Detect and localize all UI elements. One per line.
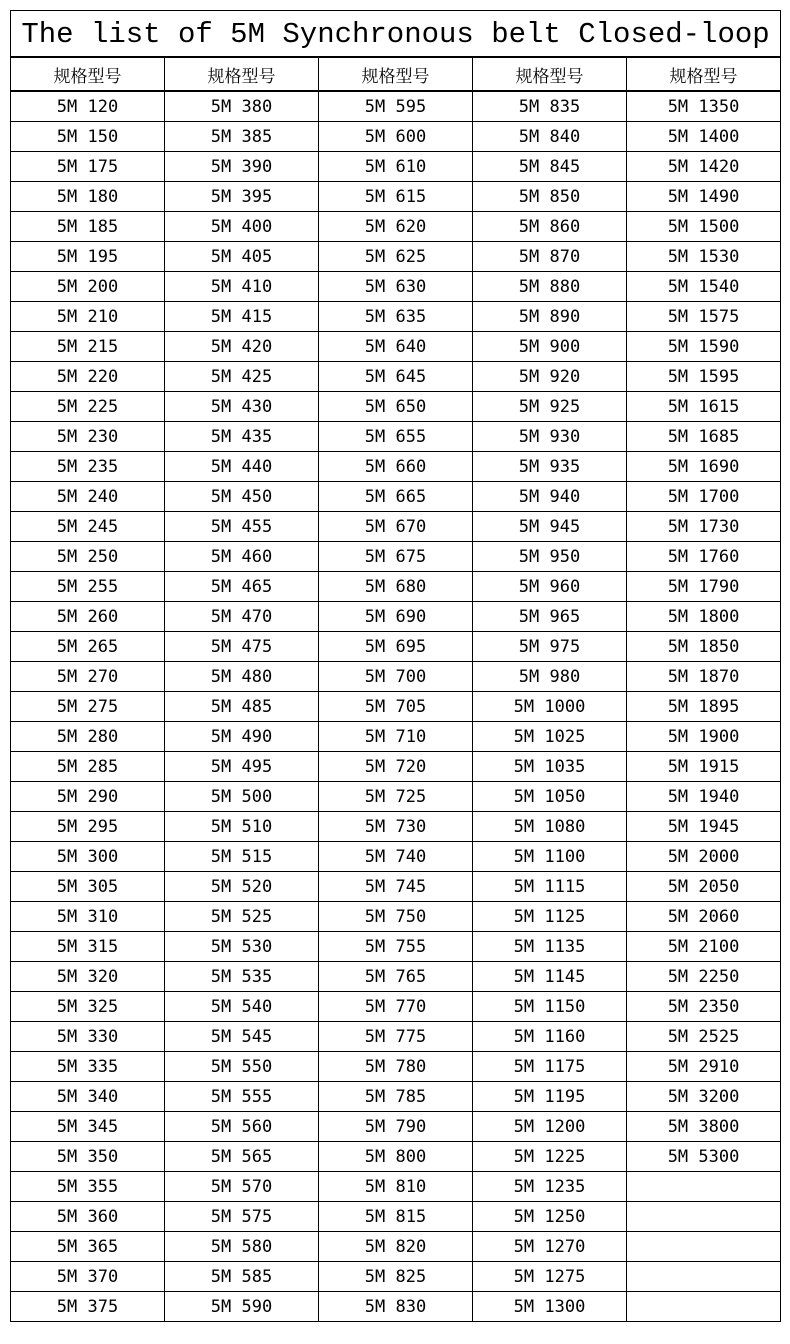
table-row [11,722,781,752]
table-cell: 5M 695 [319,632,473,662]
table-cell: 5M 1420 [627,152,781,182]
table-row [11,332,781,362]
table-cell: 5M 405 [165,242,319,272]
table-cell: 5M 225 [11,392,165,422]
table-cell: 5M 740 [319,842,473,872]
table-cell: 5M 1690 [627,452,781,482]
table-row [11,242,781,272]
table-cell: 5M 295 [11,812,165,842]
table-cell: 5M 425 [165,362,319,392]
table-cell: 5M 825 [319,1262,473,1292]
table-row [11,1082,781,1112]
table-cell: 5M 375 [11,1292,165,1322]
column-header: 规格型号 [627,57,781,91]
table-cell: 5M 525 [165,902,319,932]
table-cell: 5M 850 [473,182,627,212]
table-cell: 5M 690 [319,602,473,632]
table-cell: 5M 1730 [627,512,781,542]
table-cell: 5M 960 [473,572,627,602]
table-cell: 5M 215 [11,332,165,362]
table-cell: 5M 1350 [627,91,781,122]
table-cell: 5M 870 [473,242,627,272]
table-cell: 5M 630 [319,272,473,302]
table-cell: 5M 750 [319,902,473,932]
table-cell: 5M 745 [319,872,473,902]
table-cell: 5M 470 [165,602,319,632]
table-row [11,91,781,122]
column-header: 规格型号 [319,57,473,91]
table-cell: 5M 235 [11,452,165,482]
table-cell: 5M 3800 [627,1112,781,1142]
table-row [11,422,781,452]
table-cell: 5M 185 [11,212,165,242]
table-cell: 5M 290 [11,782,165,812]
table-cell: 5M 820 [319,1232,473,1262]
table-body [11,91,781,1322]
table-cell: 5M 670 [319,512,473,542]
table-cell: 5M 265 [11,632,165,662]
table-row [11,392,781,422]
table-row [11,542,781,572]
table-cell [627,1292,781,1322]
table-cell: 5M 1145 [473,962,627,992]
table-row [11,122,781,152]
table-cell: 5M 510 [165,812,319,842]
belt-list-sheet [10,10,780,1322]
table-cell: 5M 1945 [627,812,781,842]
table-cell: 5M 280 [11,722,165,752]
table-cell: 5M 1490 [627,182,781,212]
table-cell: 5M 635 [319,302,473,332]
table-cell: 5M 860 [473,212,627,242]
table-cell: 5M 680 [319,572,473,602]
belt-size-table [10,10,781,1322]
table-row [11,1022,781,1052]
table-cell: 5M 400 [165,212,319,242]
table-cell: 5M 655 [319,422,473,452]
table-cell [627,1202,781,1232]
table-cell: 5M 1125 [473,902,627,932]
table-cell: 5M 460 [165,542,319,572]
table-cell: 5M 370 [11,1262,165,1292]
table-cell: 5M 210 [11,302,165,332]
table-cell: 5M 600 [319,122,473,152]
table-row [11,962,781,992]
table-cell: 5M 325 [11,992,165,1022]
table-cell: 5M 940 [473,482,627,512]
table-cell: 5M 730 [319,812,473,842]
column-header: 规格型号 [165,57,319,91]
table-cell: 5M 195 [11,242,165,272]
table-cell: 5M 595 [319,91,473,122]
table-cell: 5M 350 [11,1142,165,1172]
table-cell: 5M 250 [11,542,165,572]
table-cell: 5M 1195 [473,1082,627,1112]
table-row [11,1172,781,1202]
table-cell: 5M 315 [11,932,165,962]
table-row [11,692,781,722]
table-row [11,872,781,902]
table-cell: 5M 815 [319,1202,473,1232]
table-cell: 5M 590 [165,1292,319,1322]
table-row [11,572,781,602]
table-row [11,782,781,812]
table-cell: 5M 570 [165,1172,319,1202]
table-row [11,752,781,782]
table-cell: 5M 615 [319,182,473,212]
table-cell: 5M 920 [473,362,627,392]
table-cell: 5M 275 [11,692,165,722]
table-cell: 5M 880 [473,272,627,302]
title-row [11,11,781,58]
table-cell: 5M 675 [319,542,473,572]
table-cell: 5M 545 [165,1022,319,1052]
table-cell: 5M 830 [319,1292,473,1322]
table-cell: 5M 930 [473,422,627,452]
table-cell: 5M 390 [165,152,319,182]
table-cell: 5M 365 [11,1232,165,1262]
table-cell: 5M 240 [11,482,165,512]
table-cell [627,1262,781,1292]
table-cell: 5M 5300 [627,1142,781,1172]
table-cell: 5M 1500 [627,212,781,242]
table-cell: 5M 2000 [627,842,781,872]
table-row [11,1292,781,1322]
table-cell: 5M 1225 [473,1142,627,1172]
table-cell: 5M 535 [165,962,319,992]
table-cell: 5M 2525 [627,1022,781,1052]
table-cell: 5M 360 [11,1202,165,1232]
table-cell: 5M 1160 [473,1022,627,1052]
table-cell: 5M 1900 [627,722,781,752]
table-cell: 5M 385 [165,122,319,152]
table-cell: 5M 1615 [627,392,781,422]
table-cell: 5M 950 [473,542,627,572]
table-cell: 5M 755 [319,932,473,962]
table-cell: 5M 565 [165,1142,319,1172]
table-cell: 5M 1000 [473,692,627,722]
table-cell: 5M 1115 [473,872,627,902]
table-cell: 5M 355 [11,1172,165,1202]
table-cell: 5M 230 [11,422,165,452]
table-cell: 5M 1530 [627,242,781,272]
table-cell: 5M 435 [165,422,319,452]
table-cell: 5M 380 [165,91,319,122]
table-cell: 5M 720 [319,752,473,782]
table-cell: 5M 260 [11,602,165,632]
table-row [11,182,781,212]
table-cell: 5M 585 [165,1262,319,1292]
table-cell: 5M 790 [319,1112,473,1142]
table-cell [627,1172,781,1202]
table-cell: 5M 725 [319,782,473,812]
table-cell: 5M 120 [11,91,165,122]
table-cell: 5M 1025 [473,722,627,752]
table-cell: 5M 1870 [627,662,781,692]
table-cell: 5M 1035 [473,752,627,782]
table-cell: 5M 1080 [473,812,627,842]
table-cell: 5M 665 [319,482,473,512]
table-cell: 5M 580 [165,1232,319,1262]
table-cell: 5M 1250 [473,1202,627,1232]
table-row [11,452,781,482]
table-cell: 5M 340 [11,1082,165,1112]
table-cell: 5M 1850 [627,632,781,662]
table-row [11,302,781,332]
table-cell: 5M 1175 [473,1052,627,1082]
table-cell: 5M 1150 [473,992,627,1022]
table-cell: 5M 2100 [627,932,781,962]
table-cell: 5M 785 [319,1082,473,1112]
table-cell: 5M 705 [319,692,473,722]
table-title-text: The list of 5M Synchronous belt Closed-loop [21,18,770,51]
table-cell: 5M 550 [165,1052,319,1082]
table-row [11,632,781,662]
header-row [11,57,781,91]
table-cell: 5M 1940 [627,782,781,812]
table-cell: 5M 610 [319,152,473,182]
table-row [11,212,781,242]
table-cell: 5M 835 [473,91,627,122]
table-cell: 5M 475 [165,632,319,662]
table-cell: 5M 645 [319,362,473,392]
table-cell: 5M 220 [11,362,165,392]
table-cell: 5M 270 [11,662,165,692]
table-cell: 5M 150 [11,122,165,152]
table-cell: 5M 1590 [627,332,781,362]
table-cell: 5M 345 [11,1112,165,1142]
table-row [11,272,781,302]
table-cell: 5M 975 [473,632,627,662]
table-cell: 5M 890 [473,302,627,332]
table-cell: 5M 1300 [473,1292,627,1322]
table-cell: 5M 1100 [473,842,627,872]
table-cell: 5M 2910 [627,1052,781,1082]
column-header: 规格型号 [473,57,627,91]
table-cell: 5M 200 [11,272,165,302]
table-cell: 5M 1760 [627,542,781,572]
table-cell: 5M 980 [473,662,627,692]
table-cell: 5M 775 [319,1022,473,1052]
table-cell: 5M 1540 [627,272,781,302]
table-cell: 5M 840 [473,122,627,152]
table-cell: 5M 330 [11,1022,165,1052]
table-cell: 5M 285 [11,752,165,782]
table-cell: 5M 420 [165,332,319,362]
table-cell: 5M 500 [165,782,319,812]
table-cell: 5M 650 [319,392,473,422]
table-cell: 5M 495 [165,752,319,782]
table-cell: 5M 180 [11,182,165,212]
table-cell: 5M 1275 [473,1262,627,1292]
table-cell: 5M 925 [473,392,627,422]
table-cell: 5M 530 [165,932,319,962]
table-row [11,1232,781,1262]
table-cell: 5M 945 [473,512,627,542]
table-cell: 5M 450 [165,482,319,512]
table-cell: 5M 2350 [627,992,781,1022]
table-cell: 5M 625 [319,242,473,272]
table-cell: 5M 1790 [627,572,781,602]
table-cell: 5M 780 [319,1052,473,1082]
table-cell: 5M 2050 [627,872,781,902]
table-row [11,992,781,1022]
table-cell: 5M 455 [165,512,319,542]
table-cell: 5M 395 [165,182,319,212]
table-row [11,902,781,932]
table-row [11,1112,781,1142]
table-cell: 5M 410 [165,272,319,302]
table-row [11,1142,781,1172]
table-cell: 5M 300 [11,842,165,872]
table-row [11,1262,781,1292]
table-cell: 5M 700 [319,662,473,692]
table-row [11,1202,781,1232]
table-cell: 5M 1270 [473,1232,627,1262]
table-cell: 5M 175 [11,152,165,182]
table-cell: 5M 2250 [627,962,781,992]
table-cell: 5M 1700 [627,482,781,512]
table-row [11,812,781,842]
table-row [11,152,781,182]
table-cell: 5M 480 [165,662,319,692]
table-cell: 5M 490 [165,722,319,752]
table-cell: 5M 800 [319,1142,473,1172]
table-cell: 5M 1135 [473,932,627,962]
table-cell: 5M 430 [165,392,319,422]
table-cell: 5M 540 [165,992,319,1022]
table-cell: 5M 255 [11,572,165,602]
column-header: 规格型号 [11,57,165,91]
table-cell: 5M 1400 [627,122,781,152]
table-cell: 5M 2060 [627,902,781,932]
table-cell: 5M 1200 [473,1112,627,1142]
table-cell: 5M 245 [11,512,165,542]
table-row [11,602,781,632]
table-cell: 5M 1685 [627,422,781,452]
table-cell: 5M 320 [11,962,165,992]
table-row [11,662,781,692]
table-cell: 5M 465 [165,572,319,602]
table-cell: 5M 900 [473,332,627,362]
table-cell: 5M 555 [165,1082,319,1112]
table-cell: 5M 560 [165,1112,319,1142]
table-cell [627,1232,781,1262]
table-row [11,362,781,392]
table-cell: 5M 335 [11,1052,165,1082]
table-cell: 5M 710 [319,722,473,752]
table-cell: 5M 1895 [627,692,781,722]
table-cell: 5M 1800 [627,602,781,632]
table-cell: 5M 310 [11,902,165,932]
table-cell: 5M 305 [11,872,165,902]
table-cell: 5M 520 [165,872,319,902]
table-cell: 5M 1915 [627,752,781,782]
table-cell: 5M 1235 [473,1172,627,1202]
table-cell: 5M 1575 [627,302,781,332]
table-cell: 5M 3200 [627,1082,781,1112]
table-cell: 5M 415 [165,302,319,332]
table-cell: 5M 1595 [627,362,781,392]
table-cell: 5M 845 [473,152,627,182]
table-row [11,842,781,872]
table-cell: 5M 965 [473,602,627,632]
table-cell: 5M 765 [319,962,473,992]
table-cell: 5M 770 [319,992,473,1022]
table-cell: 5M 440 [165,452,319,482]
table-cell: 5M 515 [165,842,319,872]
table-cell: 5M 935 [473,452,627,482]
table-row [11,482,781,512]
table-cell: 5M 575 [165,1202,319,1232]
table-row [11,1052,781,1082]
table-cell: 5M 485 [165,692,319,722]
table-cell: 5M 620 [319,212,473,242]
table-row [11,512,781,542]
table-cell: 5M 640 [319,332,473,362]
table-cell: 5M 660 [319,452,473,482]
table-cell: 5M 1050 [473,782,627,812]
table-cell: 5M 810 [319,1172,473,1202]
table-title [11,11,781,58]
table-row [11,932,781,962]
